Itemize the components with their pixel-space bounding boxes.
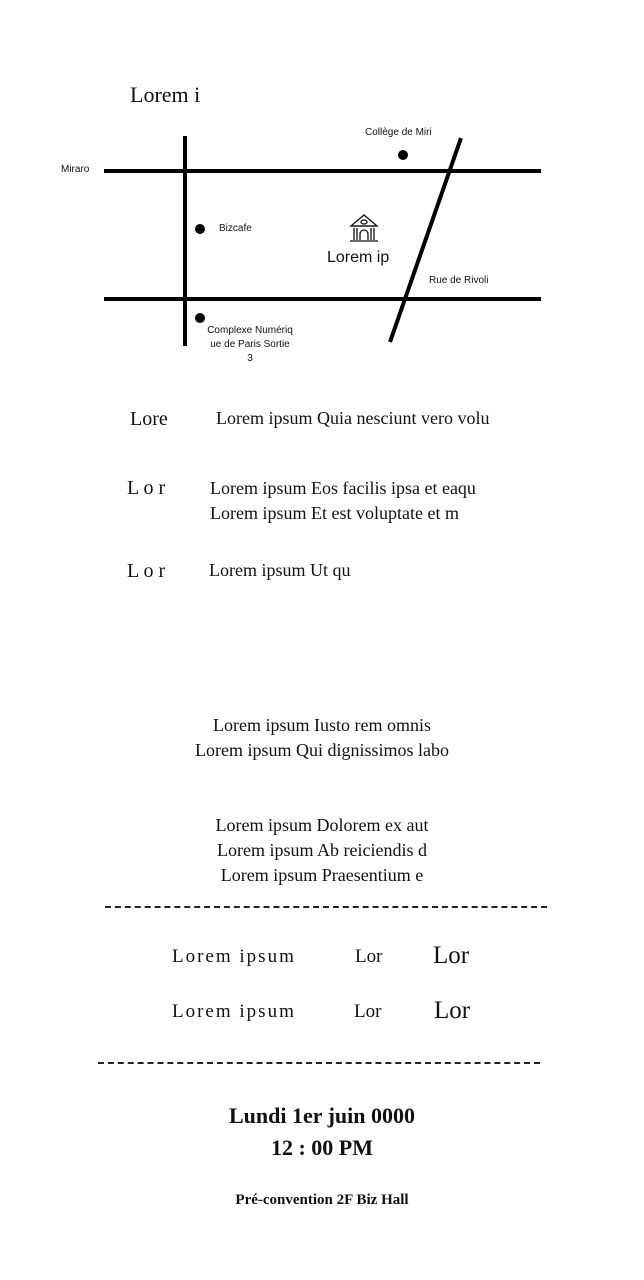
access-text: Lorem ipsum Ut qu (209, 560, 351, 580)
label-bizcafe: Bizcafe (219, 223, 252, 234)
label-rivoli: Rue de Rivoli (429, 275, 489, 286)
event-place: Pré-convention 2F Biz Hall (235, 1192, 409, 1208)
label-complexe-line: ue de Paris Sortie (210, 339, 290, 350)
label-complexe-line: 3 (247, 353, 253, 364)
access-label: L o r (127, 477, 166, 499)
name-second: Lor (433, 942, 470, 969)
divider (98, 1062, 540, 1064)
label-college: Collège de Miri (365, 127, 432, 138)
name-first: Lor (354, 1001, 382, 1022)
message-block-1: Lorem ipsum Iusto rem omnis Lorem ipsum Qui dignissimos labo (195, 715, 449, 760)
event-time: 12 : 00 PM (270, 1135, 374, 1160)
divider (105, 906, 547, 908)
road-rivoli (390, 138, 461, 342)
college-marker (398, 150, 408, 160)
name-role: Lorem ipsum (172, 946, 296, 967)
label-complexe-line: Complexe Numériq (207, 325, 293, 336)
venue-building-icon (350, 215, 378, 241)
access-map (0, 0, 644, 400)
bizcafe-marker (195, 224, 205, 234)
name-role: Lorem ipsum (172, 1001, 296, 1022)
access-label: L o r (127, 560, 166, 582)
message-block-2: Lorem ipsum Dolorem ex aut Lorem ipsum Ab reiciendis d Lorem ipsum Praesentium e (215, 815, 429, 885)
map-title: Lorem i (130, 82, 201, 107)
event-date: Lundi 1er juin 0000 (228, 1103, 416, 1128)
label-miraro: Miraro (61, 164, 90, 175)
complexe-marker (195, 313, 205, 323)
access-label: Lore (130, 408, 168, 430)
access-text: Lorem ipsum Eos facilis ipsa et eaqu Lorem ipsum Et est voluptate et m (210, 478, 476, 523)
name-second: Lor (434, 997, 471, 1024)
name-first: Lor (355, 946, 383, 967)
venue-label: Lorem ip (327, 249, 390, 266)
label-complexe (190, 324, 310, 366)
access-text: Lorem ipsum Quia nesciunt vero volu (216, 408, 490, 428)
